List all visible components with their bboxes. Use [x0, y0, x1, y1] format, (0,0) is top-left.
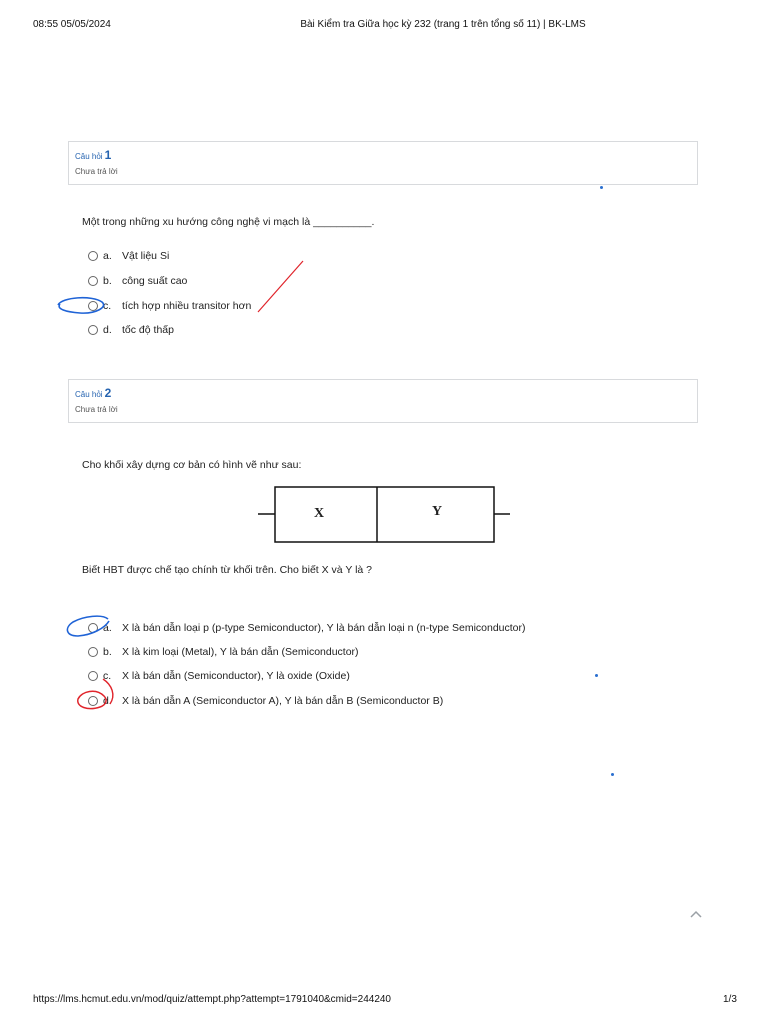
- option-letter: b.: [103, 275, 112, 287]
- diagram-label-y: Y: [432, 504, 443, 519]
- question-2-info: [68, 379, 698, 423]
- ink-dot: [611, 773, 614, 776]
- print-datetime: 08:55 05/05/2024: [33, 19, 111, 30]
- option-text: X là kim loại (Metal), Y là bán dẫn (Semiconductor): [122, 646, 359, 658]
- radio-button[interactable]: [88, 251, 98, 261]
- radio-button[interactable]: [88, 671, 98, 681]
- pen-tick-q1-c: [258, 261, 303, 312]
- option-letter: d.: [103, 695, 112, 707]
- option-letter: a.: [103, 250, 112, 262]
- diagram-label-x: X: [314, 506, 325, 521]
- radio-button[interactable]: [88, 696, 98, 706]
- option-letter: d.: [103, 324, 112, 336]
- radio-button[interactable]: [88, 623, 98, 633]
- option-text: Vật liệu Si: [122, 250, 170, 262]
- question-1-info: [68, 141, 698, 185]
- question-2-intro: Cho khối xây dựng cơ bản có hình vẽ như sau:: [82, 459, 302, 471]
- option-text: tích hợp nhiều transitor hơn: [122, 300, 252, 312]
- option-text: X là bán dẫn A (Semiconductor A), Y là bán dẫn B (Semiconductor B): [122, 695, 444, 707]
- question-1-number: Câu hỏi 1: [75, 148, 112, 162]
- option-letter: c.: [103, 670, 112, 682]
- question-2-number: Câu hỏi 2: [75, 386, 112, 400]
- question-2-state: Chưa trả lời: [75, 405, 118, 414]
- radio-button[interactable]: [88, 325, 98, 335]
- option-text: X là bán dẫn loại p (p-type Semiconductor), Y là bán dẫn loại n (n-type Semiconductor): [122, 622, 526, 634]
- print-page-number: 1/3: [723, 994, 737, 1005]
- chevron-up-icon[interactable]: [688, 907, 704, 919]
- print-url: https://lms.hcmut.edu.vn/mod/quiz/attempt.php?attempt=1791040&cmid=244240: [33, 994, 391, 1005]
- ink-dot: [595, 674, 598, 677]
- option-letter: c.: [103, 300, 112, 312]
- question-2-text: Biết HBT được chế tạo chính từ khối trên. Cho biết X và Y là ?: [82, 564, 373, 576]
- question-1-text: Một trong những xu hướng công nghệ vi mạch là __________.: [82, 216, 375, 228]
- radio-button[interactable]: [88, 647, 98, 657]
- radio-button[interactable]: [88, 301, 98, 311]
- ink-dot: [600, 186, 603, 189]
- question-1-state: Chưa trả lời: [75, 167, 118, 176]
- option-letter: a.: [103, 622, 112, 634]
- radio-button[interactable]: [88, 276, 98, 286]
- option-text: tốc độ thấp: [122, 324, 174, 336]
- option-text: X là bán dẫn (Semiconductor), Y là oxide (Oxide): [122, 670, 350, 682]
- option-text: công suất cao: [122, 275, 188, 287]
- xy-block-diagram: [256, 484, 512, 546]
- print-page-title: Bài Kiểm tra Giữa học kỳ 232 (trang 1 trên tổng số 11) | BK-LMS: [300, 19, 586, 30]
- option-letter: b.: [103, 646, 112, 658]
